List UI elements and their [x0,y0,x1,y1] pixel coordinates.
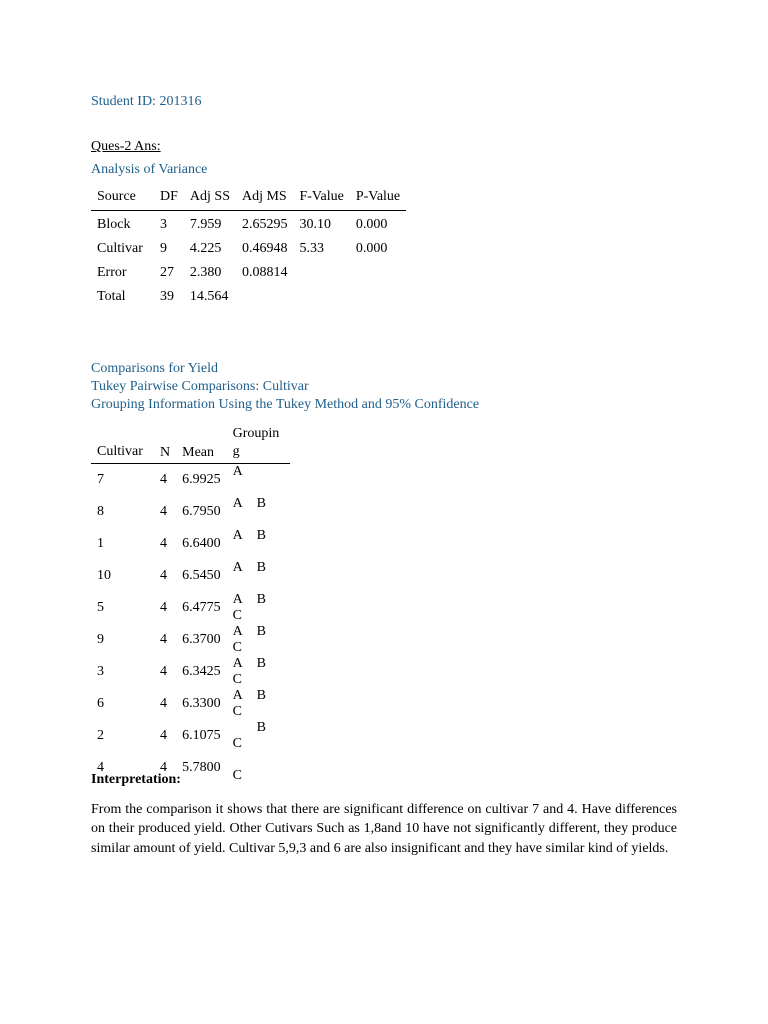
table-row [91,624,290,656]
anova-col-fvalue: F-Value [293,189,349,211]
table-cell: 6.3425 [182,664,221,679]
table-cell: 4 [160,664,167,679]
table-cell: 6.1075 [182,728,221,743]
grouping-letter: A [232,528,243,543]
tukey-col-grouping: Grouping [227,425,290,464]
tukey-col-n: N [154,425,176,464]
tukey-body [91,464,290,785]
table-row [91,259,406,283]
table-cell: 4 [160,504,167,519]
table-cell [350,283,406,307]
grouping-letter: A [232,560,243,575]
table-cell: 4 [160,568,167,583]
grouping-cell [227,496,290,528]
grouping-letter: B [256,528,266,543]
grouping-cell [227,656,290,688]
grouping-letter: C [232,672,242,687]
table-cell: 0.08814 [241,265,288,280]
grouping-letter: A [232,464,243,479]
anova-col-source: Source [91,189,154,211]
table-row [91,235,406,259]
grouping-letter: A [232,496,243,511]
table-row [91,592,290,624]
table-cell: Cultivar [97,241,143,256]
table-row [91,560,290,592]
grouping-cell [227,592,290,624]
anova-title: Analysis of Variance [91,162,208,177]
table-cell: 14.564 [189,289,229,304]
grouping-letter: B [256,496,266,511]
grouping-letter: C [232,736,242,751]
table-cell: 5.7800 [182,760,221,775]
table-cell: 5.33 [299,241,324,256]
table-cell: 4 [160,472,167,487]
table-cell: 4 [160,760,167,775]
table-cell: 39 [160,289,174,304]
grouping-letter: C [232,640,242,655]
interpretation-heading: Interpretation: [91,772,181,787]
table-cell: 4 [97,760,104,775]
comparisons-title: Comparisons for Yield [91,361,219,376]
table-cell: 7 [97,472,104,487]
anova-col-adjss: Adj SS [184,189,236,211]
table-cell: 6 [97,696,104,711]
grouping-letter: B [256,560,266,575]
table-cell: 0.000 [355,241,388,256]
table-row [91,656,290,688]
grouping-letter: A [232,656,243,671]
tukey-header-row [91,425,290,464]
grouping-letter: B [256,688,266,703]
question-label: Ques-2 Ans: [91,139,161,154]
table-cell: 4 [160,696,167,711]
table-cell: 5 [97,600,104,615]
table-cell: 2.65295 [241,217,288,232]
grouping-cell [227,624,290,656]
tukey-col-cultivar: Cultivar [91,425,154,464]
table-cell: 4.225 [189,241,222,256]
anova-col-adjms: Adj MS [236,189,294,211]
anova-header-row [91,189,406,211]
table-cell: 7.959 [189,217,222,232]
table-row [91,464,290,497]
grouping-cell [227,528,290,560]
table-cell [293,283,349,307]
table-cell: 3 [160,217,167,232]
grouping-cell [227,752,290,784]
student-id: Student ID: 201316 [91,94,202,109]
tukey-col-mean: Mean [176,425,227,464]
table-cell: 6.4775 [182,600,221,615]
grouping-letter: C [232,704,242,719]
grouping-cell [227,464,290,497]
grouping-cell [227,688,290,720]
table-cell: 4 [160,632,167,647]
table-cell: 10 [97,568,111,583]
table-cell: 6.5450 [182,568,221,583]
grouping-letter: B [256,624,266,639]
table-cell: Error [97,265,127,280]
table-cell: 8 [97,504,104,519]
grouping-letter: B [256,656,266,671]
table-cell: Total [97,289,126,304]
grouping-cell [227,720,290,752]
table-cell: 0.000 [355,217,388,232]
tukey-title: Tukey Pairwise Comparisons: Cultivar [91,379,309,394]
anova-col-pvalue: P-Value [350,189,406,211]
table-cell: 1 [97,536,104,551]
table-cell: 6.7950 [182,504,221,519]
table-row [91,528,290,560]
table-cell: 27 [160,265,174,280]
table-cell: 6.3700 [182,632,221,647]
grouping-letter: B [256,592,266,607]
anova-col-df: DF [154,189,184,211]
interpretation-paragraph: From the comparison it shows that there are significant difference on cultivar 7 and 4. Have differences on their produced yield. Other Cutivars Such as 1,8and 10 have not significantly different, they produce similar amount of yield. Cultivar 5,9,3 and 6 are also insignificant and they have similar kind of yields. [91,802,677,856]
grouping-letter: C [232,768,242,783]
table-cell: 4 [160,536,167,551]
table-cell: 9 [160,241,167,256]
grouping-cell [227,560,290,592]
grouping-letter: A [232,688,243,703]
grouping-letter: C [232,608,242,623]
grouping-letter: A [232,624,243,639]
tukey-table [91,425,290,784]
table-cell: 6.6400 [182,536,221,551]
table-cell: 6.3300 [182,696,221,711]
table-cell: 4 [160,600,167,615]
table-cell: 9 [97,632,104,647]
grouping-letter: A [232,592,243,607]
table-row [91,496,290,528]
grouping-title: Grouping Information Using the Tukey Method and 95% Confidence [91,397,480,412]
table-cell [350,259,406,283]
table-cell: 4 [160,728,167,743]
table-cell: 0.46948 [241,241,288,256]
anova-table [91,189,406,307]
table-cell: 2.380 [189,265,222,280]
table-cell: Block [97,217,131,232]
table-cell: 6.9925 [182,472,221,487]
grouping-letter: B [256,720,266,735]
table-row [91,211,406,236]
table-cell: 2 [97,728,104,743]
table-cell [236,283,294,307]
table-cell: 3 [97,664,104,679]
table-row [91,688,290,720]
table-row [91,720,290,752]
table-cell: 30.10 [299,217,331,232]
table-cell [293,259,349,283]
table-row [91,283,406,307]
